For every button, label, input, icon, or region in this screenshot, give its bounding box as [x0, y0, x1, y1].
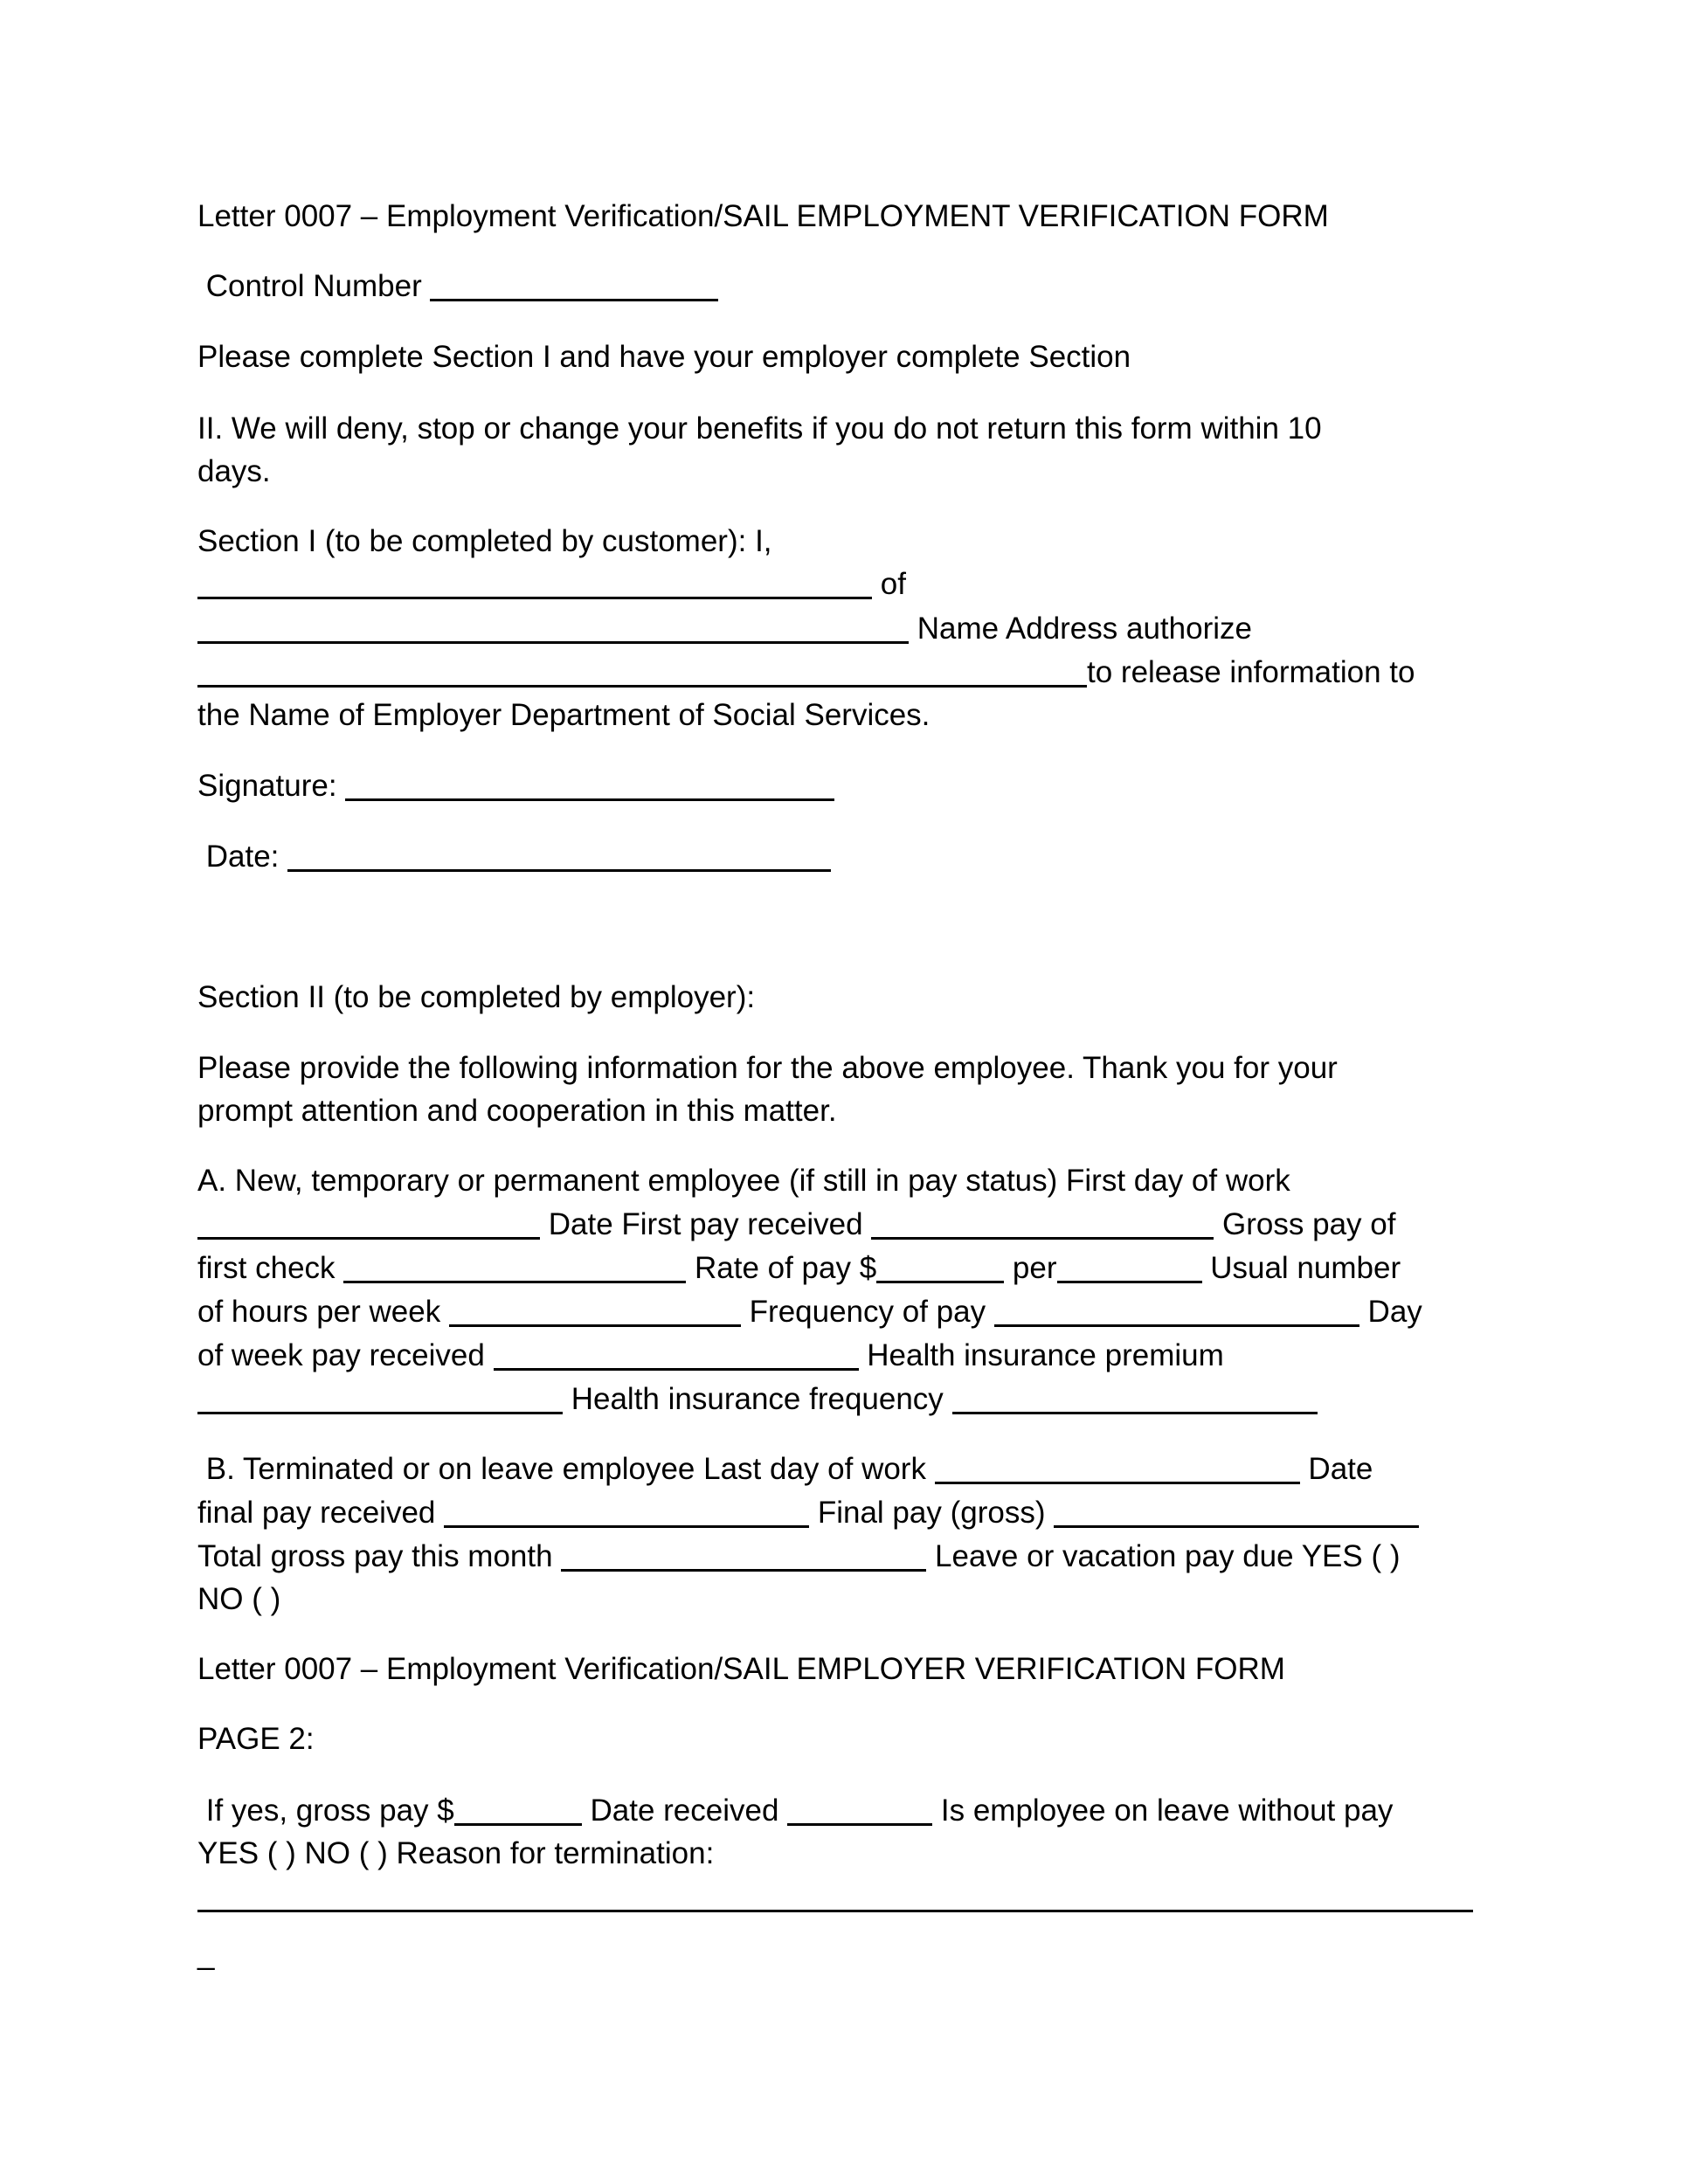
final-pay-gross-field[interactable] [1054, 1496, 1419, 1528]
employer-name-row [197, 651, 1415, 695]
form-title: Letter 0007 – Employment Verification/SAIL EMPLOYMENT VERIFICATION FORM [197, 199, 1329, 233]
customer-address-row [197, 607, 1252, 651]
total-gross-label: Total gross pay this month [197, 1539, 562, 1573]
employer-dss-line: the Name of Employer Department of Social Services. [197, 698, 930, 732]
of-label: of [872, 567, 906, 601]
hours-per-week-label: of hours per week [197, 1295, 449, 1329]
page2-title: Letter 0007 – Employment Verification/SAIL EMPLOYER VERIFICATION FORM [197, 1652, 1285, 1686]
customer-name-row [197, 563, 906, 606]
signature-field[interactable] [345, 769, 834, 801]
page2-line-1 [197, 1789, 1393, 1833]
partB-label: B. Terminated or on leave employee Last day of work [197, 1452, 935, 1486]
frequency-of-pay-field[interactable] [994, 1295, 1359, 1327]
partA-line-6 [197, 1378, 1318, 1421]
partA-line-1: A. New, temporary or permanent employee (if still in pay status) First day of work [197, 1164, 1290, 1198]
partB-line-1 [197, 1448, 1373, 1491]
request-line-1: Please provide the following information for the above employee. Thank you for your [197, 1051, 1338, 1085]
health-frequency-field[interactable] [952, 1382, 1318, 1414]
partB-line-2 [197, 1491, 1419, 1535]
date-label-b: Date [1299, 1452, 1373, 1486]
first-day-of-work-field[interactable] [197, 1207, 540, 1240]
partA-line-4 [197, 1290, 1422, 1334]
hours-per-week-field[interactable] [449, 1295, 741, 1327]
date-field[interactable] [287, 840, 831, 872]
date-first-pay-label: Date First pay received [540, 1207, 872, 1241]
if-yes-gross-field[interactable] [454, 1794, 582, 1826]
date-label: Date: [197, 840, 288, 874]
usual-number-label: Usual number [1201, 1251, 1401, 1285]
signature-row [197, 764, 834, 808]
partB-line-3 [197, 1535, 1401, 1579]
week-pay-received-label: of week pay received [197, 1338, 494, 1372]
page2-label: PAGE 2: [197, 1722, 315, 1756]
partA-line-3 [197, 1247, 1401, 1290]
rate-of-pay-field[interactable] [876, 1251, 1004, 1283]
control-number-row [197, 265, 718, 308]
intro-line-3: days. [197, 454, 271, 488]
employer-name-field[interactable] [197, 655, 1087, 688]
health-premium-label: Health insurance premium [858, 1338, 1224, 1372]
per-label: per [1004, 1251, 1057, 1285]
section2-heading: Section II (to be completed by employer): [197, 980, 756, 1014]
release-label: to release information to [1087, 655, 1415, 689]
customer-name-field[interactable] [197, 567, 872, 599]
day-of-week-pay-field[interactable] [494, 1338, 859, 1371]
partB-no: NO ( ) [197, 1582, 281, 1616]
control-number-label: Control Number [197, 269, 431, 303]
gross-pay-label: Gross pay of [1214, 1207, 1396, 1241]
termination-reason-field[interactable] [197, 1910, 1473, 1912]
day-label: Day [1359, 1295, 1422, 1329]
health-premium-field[interactable] [197, 1382, 563, 1414]
date-received-label: Date received [581, 1794, 788, 1828]
rate-per-field[interactable] [1057, 1251, 1202, 1283]
if-yes-label: If yes, gross pay $ [197, 1794, 454, 1828]
date-first-pay-field[interactable] [871, 1207, 1214, 1240]
request-line-2: prompt attention and cooperation in this matter. [197, 1094, 837, 1128]
name-address-authorize-label: Name Address authorize [909, 612, 1252, 646]
rate-of-pay-label: Rate of pay $ [686, 1251, 877, 1285]
section1-heading: Section I (to be completed by customer): I, [197, 524, 772, 558]
intro-line-1: Please complete Section I and have your employer complete Section [197, 340, 1131, 374]
total-gross-field[interactable] [561, 1539, 926, 1572]
partA-line-5 [197, 1334, 1224, 1378]
intro-line-2: II. We will deny, stop or change your benefits if you do not return this form within 10 [197, 411, 1322, 446]
final-pay-date-field[interactable] [444, 1496, 809, 1528]
health-frequency-label: Health insurance frequency [563, 1382, 952, 1416]
partA-line-2 [197, 1203, 1395, 1247]
final-pay-gross-label: Final pay (gross) [809, 1496, 1055, 1530]
date-row [197, 835, 831, 879]
leave-without-pay-label: Is employee on leave without pay [932, 1794, 1394, 1828]
leave-vacation-label: Leave or vacation pay due YES ( ) [926, 1539, 1401, 1573]
customer-address-field[interactable] [197, 612, 909, 644]
frequency-of-pay-label: Frequency of pay [740, 1295, 994, 1329]
trailing-mark: _ [197, 1937, 215, 1971]
page2-line-2: YES ( ) NO ( ) Reason for termination: [197, 1836, 715, 1870]
last-day-of-work-field[interactable] [935, 1452, 1300, 1484]
final-pay-received-label: final pay received [197, 1496, 445, 1530]
control-number-field[interactable] [430, 269, 718, 301]
first-check-label: first check [197, 1251, 344, 1285]
gross-pay-first-check-field[interactable] [343, 1251, 686, 1283]
signature-label: Signature: [197, 769, 346, 803]
date-received-field[interactable] [787, 1794, 932, 1826]
